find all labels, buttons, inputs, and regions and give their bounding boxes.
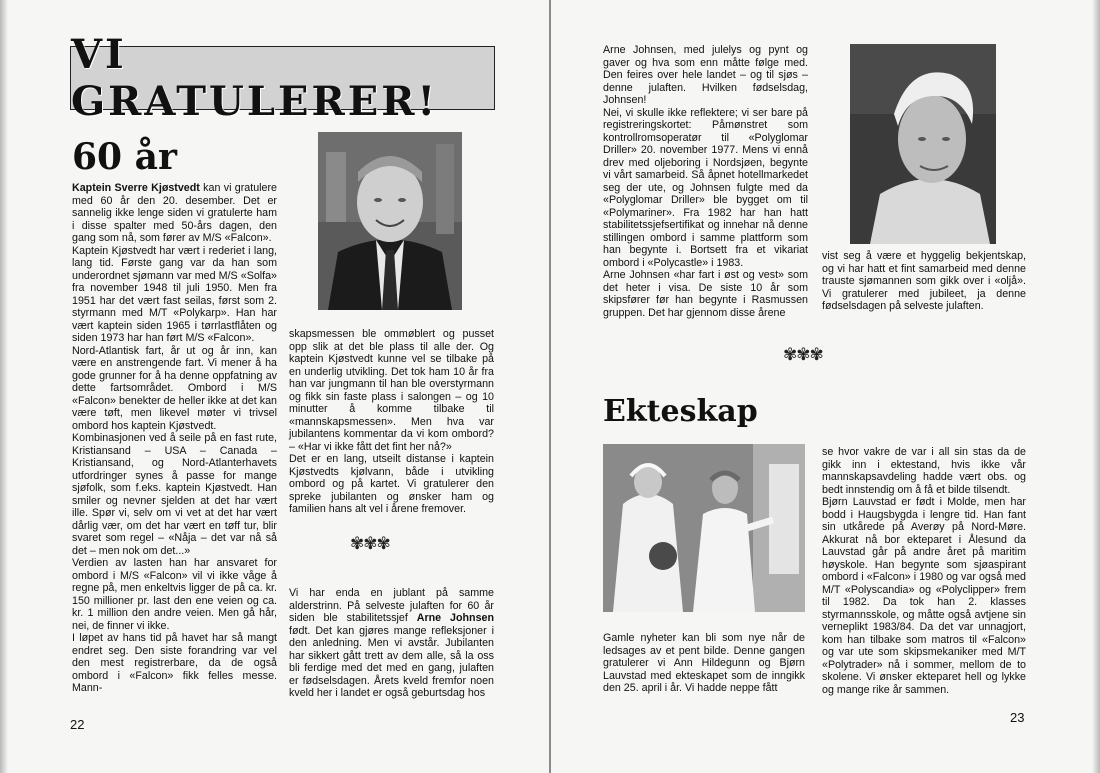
ornament-divider: ✾✾✾: [350, 534, 390, 553]
wedding-caption: [603, 632, 805, 695]
paragraph: se hvor vakre de var i all sin stas da de gikk inn i ektestand, hvis ikke vår mannskapsavdeling hadde vært obs. og bedt innstendig om å få et bilde tilsendt.: [822, 446, 1026, 496]
johnsen-photo: [850, 44, 996, 244]
right-page: [551, 0, 1100, 773]
left-page: [0, 0, 549, 773]
paragraph: Nei, vi skulle ikke reflektere; vi ser bare på registreringskortet: Påmønstret som kontrollromsoperatør til «Polyglomar Driller» 20. november 1977. Mens vi ennå drev med oljeboring i Nordsjøen, begynte vi vårt samarbeid. Så åpnet hotellmarkedet seg der ute, og Johnsen fulgte med da «Polyglomar Driller» ble bygget om til «Polymariner». Fra 1982 har han hatt stabilitetssjefsertifikat og innehar nå denne stillingen ombord i samme plattform som han begynte i. Bortsett fra et vikariat ombord i «Polycastle» i 1983.: [603, 106, 808, 269]
article-60ar-col2: [289, 328, 494, 516]
paragraph: Verdien av lasten han har ansvaret for ombord i M/S «Falcon» vil vi ikke våge å regne på, men enkeltvis ligger de på ca. kr. 150 millioner pr. last den ene veien og ca. kr. 1 million den andre veien. Men gå hår, nei, de finner vi ikke.: [72, 557, 277, 632]
paragraph: Nord-Atlantisk fart, år ut og år inn, kan være en anstrengende fart. Vi mener å ha gode grunner for å ha denne oppfatning av dette fartsområdet. Ombord i M/S «Falcon» benekter de heller ikke at det kan være tøft, men likevel møter vi trivsel ombord hos kaptein Kjøstvedt.: [72, 344, 277, 432]
heading-ekteskap: Ekteskap: [603, 394, 758, 429]
paragraph: Kaptein Kjøstvedt har vært i rederiet i lang, lang tid. Første gang var da han som underordnet sjømann var med M/S «Solfa» fra november 1948 til juli 1950. Men fra 1951 har det vært fast seilas, først som 2. styrmann med M/T «Polykarp». Han har vært kaptein siden 1965 i tørrlastflåten og siden 1973 har han ført M/S «Falcon».: [72, 244, 277, 344]
paragraph: Arne Johnsen, med julelys og pynt og gaver og hva som enn måtte følge med. Den feires over hele landet – og til sjøs – denne julaften. Hvilken fødselsdag, Johnsen!: [603, 44, 808, 106]
page-number: 22: [70, 717, 85, 732]
heading-60-ar: 60 år: [72, 136, 177, 178]
ornament-divider: ✾✾✾: [783, 345, 823, 364]
article-ekteskap-col: [822, 446, 1026, 696]
banner-title: VI GRATULERER!: [71, 31, 439, 125]
paragraph: Kaptein Sverre Kjøstvedt kan vi gratulere med 60 år den 20. desember. Det er sannelig ikke lenge siden vi gratulerte ham i disse spalter med 50-års dagen, den gang som nå, som fører av M/S «Falcon».: [72, 182, 277, 244]
article-johnsen-col1: [603, 44, 808, 319]
paragraph: Bjørn Lauvstad er født i Molde, men har bodd i Haugsbygda i lengre tid. Han fant sin utkårede på Averøy på Nord-Møre. Akkurat nå bor ekteparet i Ålesund da Lauvstad går på andre året på maritim høyskole. Han begynte som sjøaspirant ombord i «Falcon» i 1980 og var også med M/T «Polyscandia» og «Polyclipper» frem til 1982. Da tok han 2. klasses styrmannsskole, og måtte også avtjene sin verneplikt 1983/84. Da det var unnagjort, kom han tilbake som matros til «Falcon» og var ute som skipsmekaniker med M/T «Polytrader» nå i sommer, mellom de to skolene. Vi ønsker ekteparet hell og lykke og mange rike år sammen.: [822, 496, 1026, 696]
article-johnsen-intro: [289, 587, 494, 700]
paragraph: skapsmessen ble ommøblert og pusset opp slik at det ble plass til alle der. Og kaptein Kjøstvedt kunne vel se tilbake på en underlig utvikling. Det tok ham 10 år fra han var jungmann til han ble overstyrmann og fikk sin faste plass i salongen – og 10 minutter å komme tilbake til «mannskapsmessen». Men hva var jubilantens kommentar da vi kom ombord? – «Har vi ikke fått det fint her nå?»: [289, 328, 494, 453]
paragraph: Det er en lang, utseilt distanse i kaptein Kjøstvedts kjølvann, både i utvikling ombord og på kartet. Vi gratulerer den sprekе jubilanten og ønsker ham og familien hans alt vel i årene fremover.: [289, 453, 494, 515]
paragraph: I løpet av hans tid på havet har så mangt endret seg. Den siste forandring var vel den mest registrerbare, da de også ombord i «Falcon» fikk felles messe. Mann-: [72, 632, 277, 694]
paragraph: Arne Johnsen «har fart i øst og vest» som det heter i visa. De siste 10 år som skipsfører før han begynte i Rasmussen gruppen. Det har gjennom disse årene: [603, 269, 808, 319]
page-number: 23: [1010, 710, 1025, 725]
article-60ar-col1: [72, 182, 277, 695]
article-johnsen-col2: [822, 250, 1026, 313]
portrait-photo: [318, 132, 462, 310]
paragraph: Vi har enda en jublant på samme alderstrinn. På selveste julaften for 60 år siden ble stabilitetssjef Arne Johnsen født. Det kan gjøres mange refleksjoner i den anledning. Men vi avstår. Jubilanten har sikkert gått trett av dem alle, så la oss bli ferdige med det med en gang, julaften er fødselsdagen. Årets kveld fremfor noen kveld her i landet er også geburtsdag hos: [289, 587, 495, 699]
paragraph: vist seg å være et hyggelig bekjentskap, og vi har hatt et fint samarbeid med denne trauste sjømannen som gikk over i «oljå». Vi gratulerer med jubileet, ja denne fødselsdagen på selveste julaften.: [822, 250, 1026, 312]
paragraph: Gamle nyheter kan bli som nye når de ledsages av et pent bilde. Denne gangen gratulerer vi Ann Hildegunn og Bjørn Lauvstad med ekteskapet som de inngikk den 25. april i år. Vi hadde neppe fått: [603, 632, 805, 694]
paragraph: Kombinasjonen ved å seile på en fast rute, Kristiansand – USA – Canada – Kristiansand, og Nord-Atlanterhavets utfordringer synes å passe for mange sjøfolk, som f.eks. kaptein Kjøstvedt. Han smiler og nevner sjelden at det har vært ille. Spør vi, selv om vi vet at det har vært dårlig vær, om det har vært en tøff tur, blir svaret som regel – «Nåja – det var nå så det – men nok om det...»: [72, 432, 277, 557]
banner: [70, 31, 495, 125]
wedding-photo: [603, 444, 805, 612]
